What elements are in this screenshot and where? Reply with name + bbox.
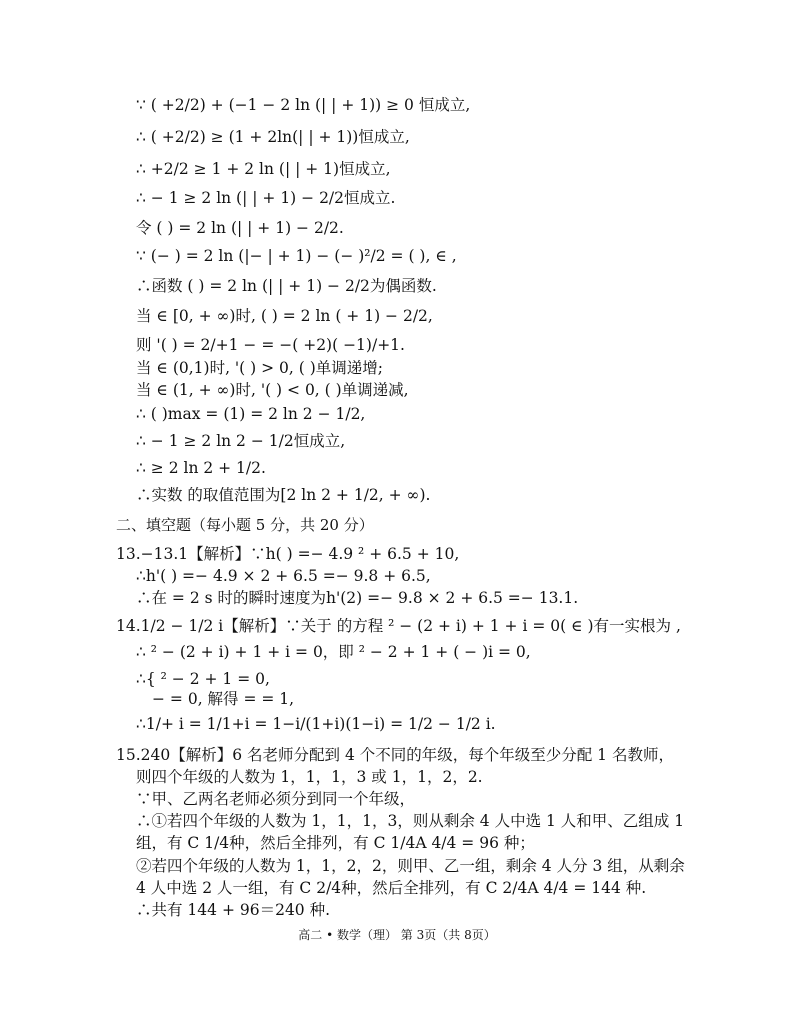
text-line: 令 ( ) = 2 ln (| | + 1) − 2/2. bbox=[136, 219, 344, 237]
text-line: ∴①若四个年级的人数为 1，1，1，3，则从剩余 4 人中选 1 人和甲、乙组成 1 bbox=[136, 812, 685, 830]
text-line: 当 ∈ (0,1)时, '( ) > 0, ( )单调递增; bbox=[136, 359, 384, 377]
text-line: 则 '( ) = 2/+1 − = −( +2)( −1)/+1. bbox=[136, 336, 405, 354]
text-line: ∴1/+ i = 1/1+i = 1−i/(1+i)(1−i) = 1/2 − 1/2 i. bbox=[136, 715, 496, 733]
text-line: ∴共有 144 + 96＝240 种. bbox=[136, 901, 331, 919]
text-line: 4 人中选 2 人一组，有 C 2/4种，然后全排列，有 C 2/4A 4/4 = 144 种. bbox=[136, 879, 647, 897]
text-line: ∵甲、乙两名老师必须分到同一个年级， bbox=[136, 790, 416, 808]
text-line: ∴ ( +2/2) ≥ (1 + 2ln(| | + 1))恒成立, bbox=[136, 128, 410, 146]
text-line: ∵ ( +2/2) + (−1 − 2 ln (| | + 1)) ≥ 0 恒成立, bbox=[136, 96, 471, 114]
text-line: 14.1/2 − 1/2 i【解析】∵关于 的方程 ² − (2 + i) + 1 + i = 0( ∈ )有一实根为 , bbox=[116, 617, 681, 635]
text-line: 组，有 C 1/4种，然后全排列，有 C 1/4A 4/4 = 96 种； bbox=[136, 834, 535, 852]
text-line: ∵ (− ) = 2 ln (|− | + 1) − (− )²/2 = ( ), ∈ , bbox=[136, 247, 457, 265]
text-line: ∴函数 ( ) = 2 ln (| | + 1) − 2/2为偶函数. bbox=[136, 277, 437, 295]
text-line: ∴在 = 2 s 时的瞬时速度为h'(2) =− 9.8 × 2 + 6.5 =− 13.1. bbox=[136, 589, 579, 607]
text-line: 15.240【解析】6 名老师分配到 4 个不同的年级，每个年级至少分配 1 名教师， bbox=[116, 746, 674, 764]
text-line: ∴ +2/2 ≥ 1 + 2 ln (| | + 1)恒成立, bbox=[136, 160, 391, 178]
text-line: − = 0, 解得 = = 1, bbox=[152, 690, 295, 708]
text-line: 当 ∈ [0, + ∞)时, ( ) = 2 ln ( + 1) − 2/2, bbox=[136, 307, 433, 325]
text-line: ∴实数 的取值范围为[2 ln 2 + 1/2, + ∞). bbox=[136, 486, 431, 504]
text-line: 当 ∈ (1, + ∞)时, '( ) < 0, ( )单调递减, bbox=[136, 381, 409, 399]
text-line: ∴ ( )max = (1) = 2 ln 2 − 1/2, bbox=[136, 405, 366, 423]
text-line: ∴ − 1 ≥ 2 ln (| | + 1) − 2/2恒成立. bbox=[136, 189, 396, 207]
text-line: 则四个年级的人数为 1，1，1，3 或 1，1，2，2. bbox=[136, 768, 483, 786]
text-line: ∴ ≥ 2 ln 2 + 1/2. bbox=[136, 459, 266, 477]
section-heading: 二、填空题（每小题 5 分，共 20 分） bbox=[116, 516, 374, 534]
text-line: ∴ ² − (2 + i) + 1 + i = 0，即 ² − 2 + 1 + ( − )i = 0, bbox=[136, 643, 531, 661]
text-line: ∴ − 1 ≥ 2 ln 2 − 1/2恒成立, bbox=[136, 432, 346, 450]
text-line: ②若四个年级的人数为 1，1，2，2，则甲、乙一组，剩余 4 人分 3 组，从剩余 bbox=[136, 857, 685, 875]
text-line: 13.−13.1【解析】∵h( ) =− 4.9 ² + 6.5 + 10, bbox=[116, 545, 460, 563]
text-line: ∴h'( ) =− 4.9 × 2 + 6.5 =− 9.8 + 6.5, bbox=[136, 567, 431, 585]
text-line: ∴{ ² − 2 + 1 = 0, bbox=[136, 670, 270, 688]
page-footer: 高二 • 数学（理） 第 3页（共 8页） bbox=[298, 928, 496, 942]
